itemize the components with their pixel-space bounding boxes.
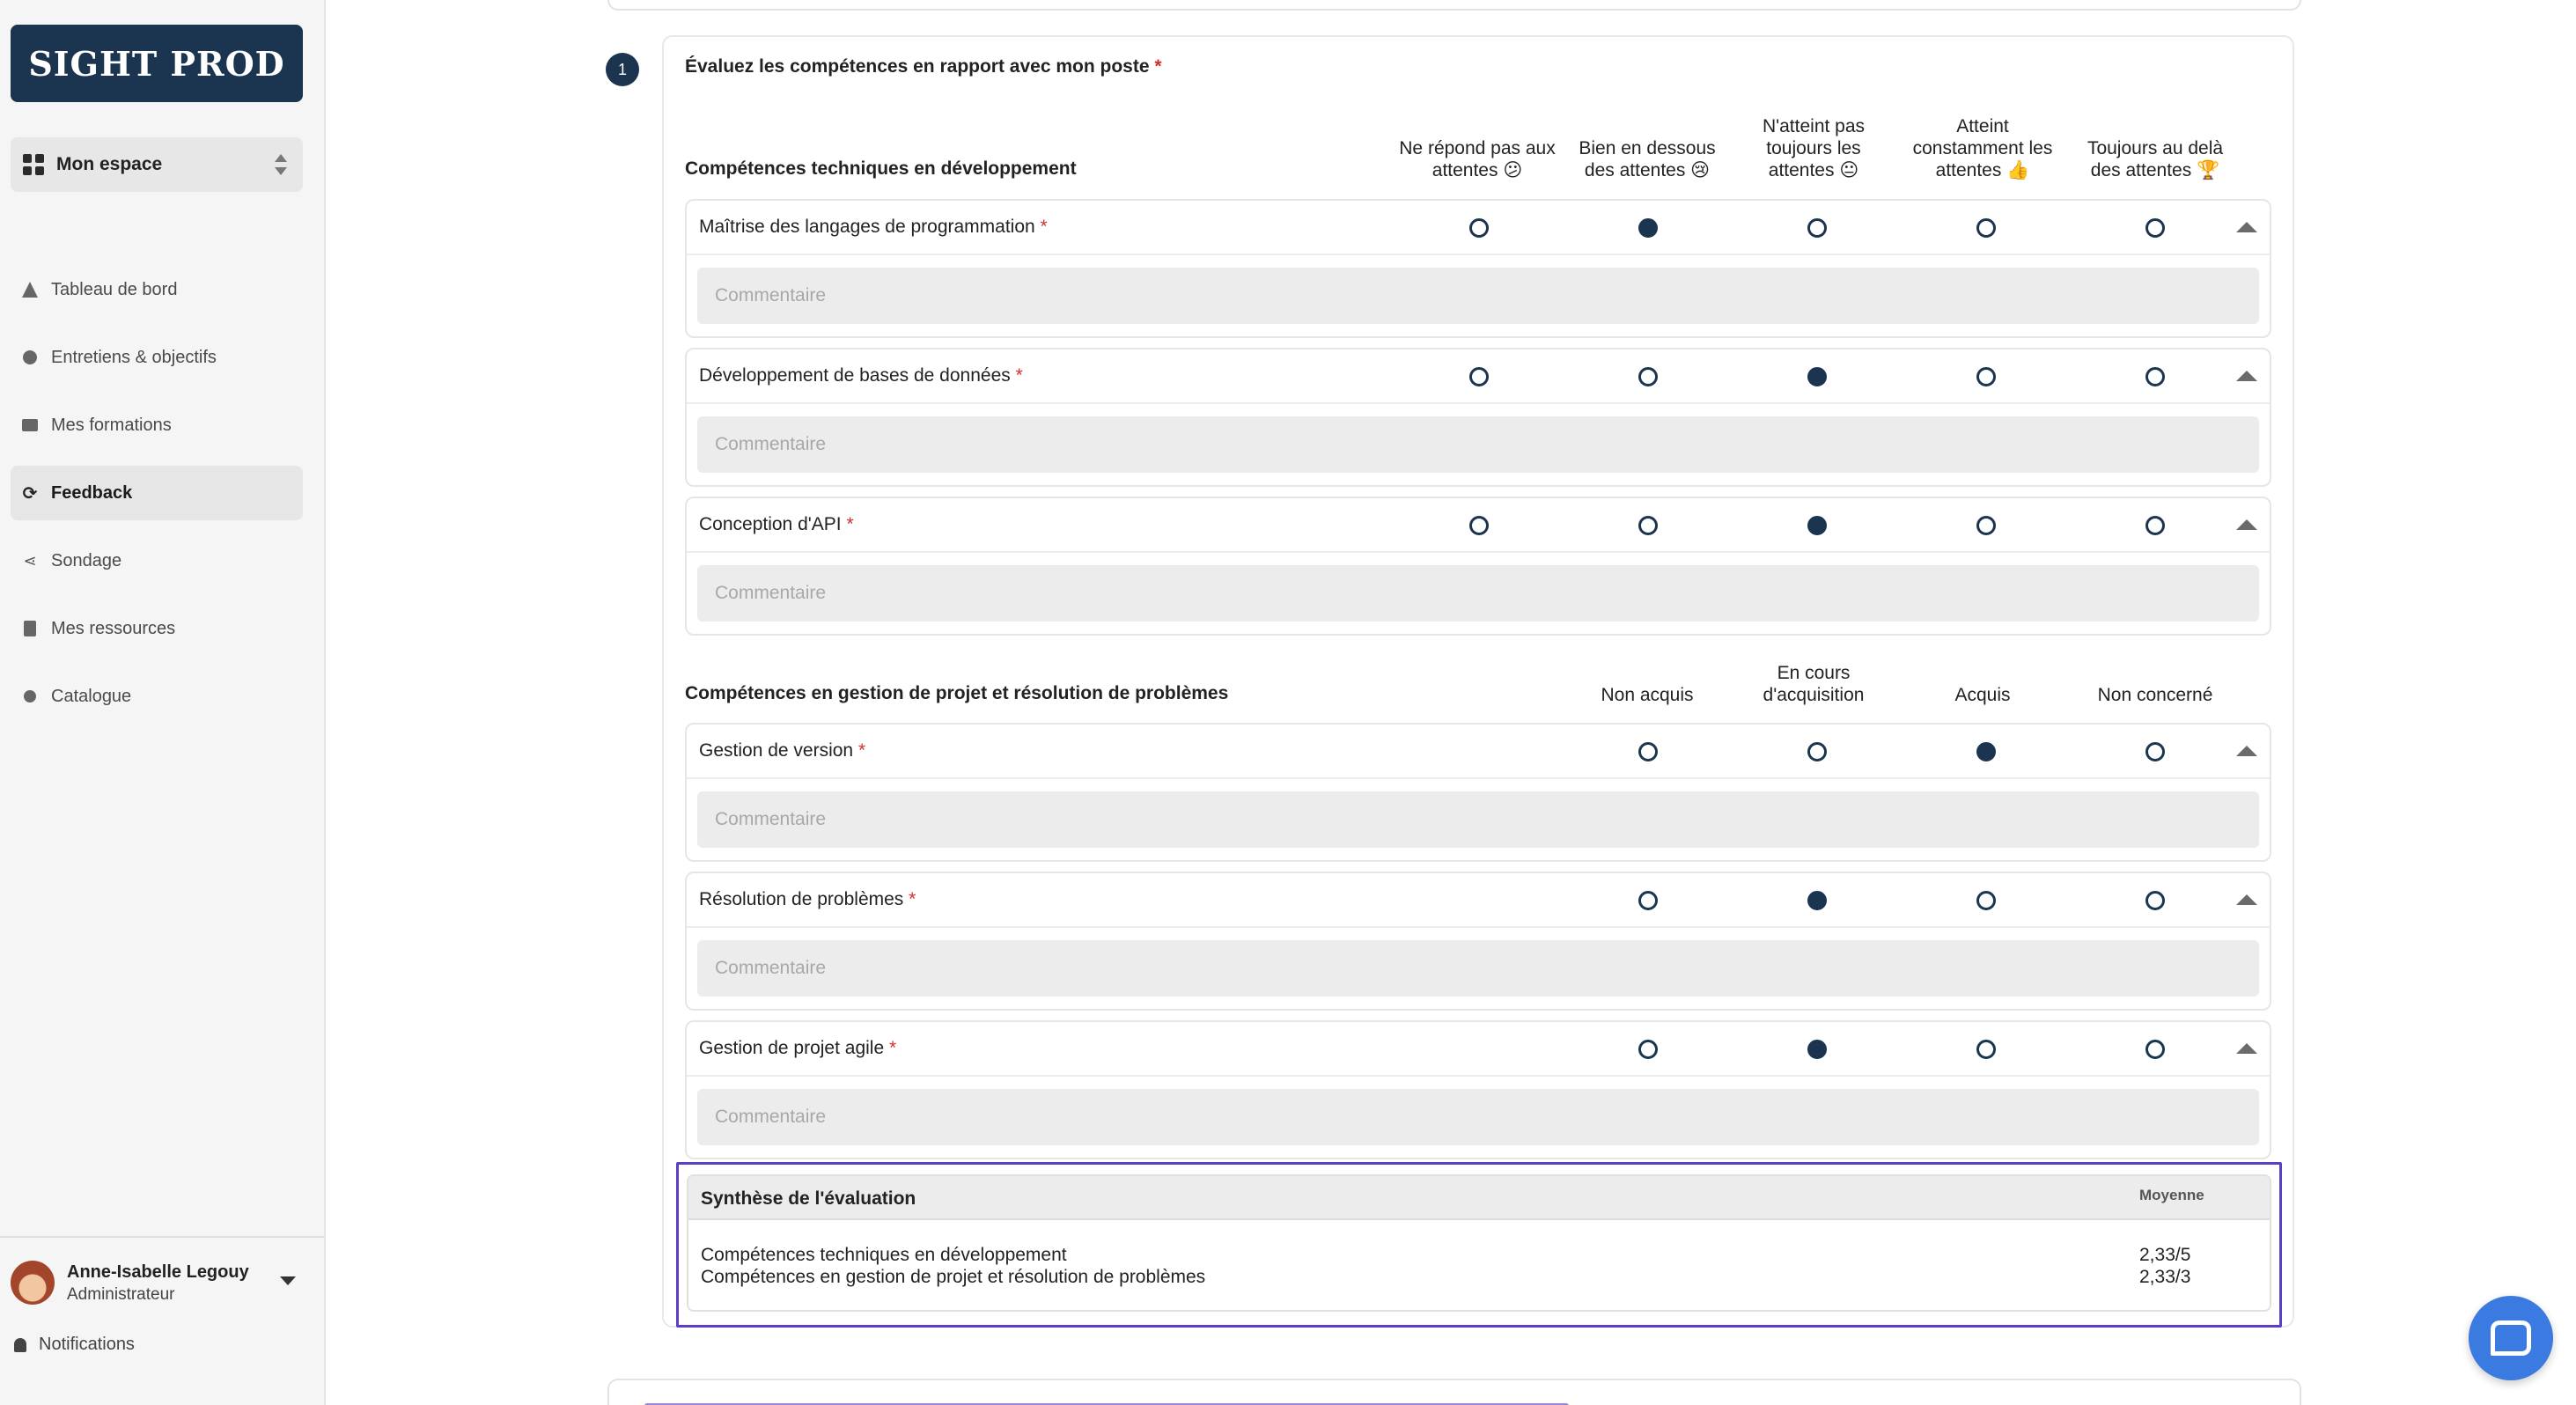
grid-icon	[23, 154, 44, 175]
rating-radio-selected[interactable]	[1807, 516, 1827, 535]
notifications-label: Notifications	[39, 1335, 135, 1354]
summary-row-label: Compétences en gestion de projet et résolution de problèmes	[701, 1267, 1206, 1287]
graduation-icon	[21, 416, 39, 434]
rating-radio[interactable]	[2145, 367, 2165, 386]
criterion-card	[685, 1020, 2271, 1159]
rating-radio-selected[interactable]	[1807, 367, 1827, 386]
column-header: Bien en dessous des attentes 😢	[1579, 138, 1716, 180]
rating-radio[interactable]	[1638, 742, 1658, 761]
column-header: N'atteint pas toujours les attentes 😐	[1762, 116, 1866, 180]
criterion-label: Maîtrise des langages de programmation *	[699, 217, 1048, 237]
chat-icon	[2491, 1320, 2531, 1356]
summary-row-label: Compétences techniques en développement	[701, 1245, 1067, 1265]
column-header: Acquis	[1954, 685, 2011, 705]
sidebar-item-label: Feedback	[51, 482, 133, 503]
column-header: En cours d'acquisition	[1763, 663, 1865, 705]
criterion-card	[685, 199, 2271, 338]
sidebar-item-label: Sondage	[51, 550, 122, 570]
collapse-icon[interactable]	[2236, 519, 2257, 530]
rating-radio[interactable]	[1807, 742, 1827, 761]
section-title-technique: Compétences techniques en développement	[685, 158, 1077, 179]
bell-icon	[14, 1338, 26, 1352]
main-content	[326, 0, 2576, 1405]
column-header: Atteint constamment les attentes 👍	[1912, 116, 2053, 180]
rating-radio[interactable]	[1976, 218, 1996, 238]
sidebar-item-label: Tableau de bord	[51, 279, 178, 299]
next-card-edge	[607, 1379, 2301, 1405]
comment-input[interactable]: Commentaire	[697, 268, 2259, 324]
sidebar-item-catalogue[interactable]	[11, 669, 303, 724]
caret-down-icon[interactable]	[280, 1276, 296, 1285]
share-icon: ⋖	[23, 551, 37, 570]
column-header: Toujours au delà des attentes 🏆	[2087, 138, 2224, 180]
criterion-label: Résolution de problèmes *	[699, 889, 916, 909]
question-title	[685, 56, 1162, 77]
question-title-text: Évaluez les compétences en rapport avec mon poste	[685, 56, 1150, 77]
criterion-header	[687, 349, 2270, 404]
comment-input[interactable]: Commentaire	[697, 416, 2259, 473]
summary-card	[687, 1174, 2271, 1312]
sidebar-item-label: Catalogue	[51, 686, 132, 706]
rating-radio[interactable]	[2145, 516, 2165, 535]
search-icon	[21, 688, 39, 705]
criterion-card	[685, 723, 2271, 862]
summary-average-label: Moyenne	[2139, 1187, 2204, 1203]
rating-radio[interactable]	[1638, 891, 1658, 910]
rating-radio[interactable]	[1638, 1040, 1658, 1059]
summary-header	[688, 1176, 2270, 1220]
space-selector[interactable]	[11, 137, 303, 192]
rating-radio[interactable]	[1976, 367, 1996, 386]
sidebar-item-ressources[interactable]	[11, 601, 303, 656]
column-header: Non acquis	[1601, 685, 1694, 705]
question-number-badge: 1	[606, 53, 639, 86]
avatar	[11, 1261, 55, 1305]
collapse-icon[interactable]	[2236, 746, 2257, 756]
sidebar-item-entretiens[interactable]	[11, 330, 303, 385]
summary-row-value: 2,33/3	[2139, 1267, 2191, 1287]
rating-radio[interactable]	[1976, 1040, 1996, 1059]
previous-card-edge	[607, 0, 2301, 11]
criterion-card	[685, 348, 2271, 487]
rating-radio-selected[interactable]	[1976, 742, 1996, 761]
rating-radio[interactable]	[1638, 367, 1658, 386]
required-mark: *	[1154, 56, 1162, 77]
criterion-card	[685, 497, 2271, 636]
notifications-link[interactable]	[14, 1335, 135, 1355]
chat-dots-icon	[21, 349, 39, 366]
rating-radio[interactable]	[1469, 516, 1489, 535]
rating-radio[interactable]	[1469, 218, 1489, 238]
rating-radio[interactable]	[2145, 218, 2165, 238]
rating-radio-selected[interactable]	[1807, 1040, 1827, 1059]
refresh-icon: ⟳	[22, 483, 38, 504]
rating-radio[interactable]	[1469, 367, 1489, 386]
space-selector-label: Mon espace	[56, 154, 163, 174]
criterion-label: Gestion de version *	[699, 740, 866, 761]
home-icon	[21, 281, 39, 298]
collapse-icon[interactable]	[2236, 1043, 2257, 1054]
criterion-label: Développement de bases de données *	[699, 365, 1023, 386]
column-header: Non concerné	[2097, 685, 2213, 705]
comment-input[interactable]: Commentaire	[697, 791, 2259, 848]
criterion-header	[687, 498, 2270, 553]
app-logo[interactable]: SIGHT PROD	[11, 25, 303, 102]
column-header: Ne répond pas aux attentes 😕	[1399, 138, 1556, 180]
sidebar-item-feedback[interactable]	[11, 466, 303, 520]
rating-radio[interactable]	[1976, 516, 1996, 535]
comment-input[interactable]: Commentaire	[697, 565, 2259, 622]
sidebar	[0, 0, 326, 1405]
criterion-header	[687, 725, 2270, 779]
comment-input[interactable]: Commentaire	[697, 940, 2259, 997]
sidebar-item-label: Entretiens & objectifs	[51, 347, 217, 367]
rating-radio[interactable]	[1638, 516, 1658, 535]
rating-radio-selected[interactable]	[1638, 218, 1658, 238]
main-nav	[11, 262, 303, 737]
file-icon	[21, 620, 39, 637]
sidebar-item-formations[interactable]	[11, 398, 303, 452]
criterion-header	[687, 873, 2270, 928]
sidebar-item-sondage[interactable]	[11, 533, 303, 588]
criterion-label: Gestion de projet agile *	[699, 1038, 897, 1058]
rating-radio[interactable]	[1807, 218, 1827, 238]
rating-radio[interactable]	[2145, 1040, 2165, 1059]
rating-radio[interactable]	[2145, 742, 2165, 761]
chat-support-button[interactable]	[2469, 1296, 2553, 1380]
collapse-icon[interactable]	[2236, 222, 2257, 232]
chevron-updown-icon	[275, 154, 287, 175]
criterion-card	[685, 872, 2271, 1011]
user-role: Administrateur	[67, 1285, 175, 1304]
rating-radio[interactable]	[2145, 891, 2165, 910]
comment-input[interactable]: Commentaire	[697, 1089, 2259, 1145]
summary-row-value: 2,33/5	[2139, 1245, 2191, 1265]
user-name: Anne-Isabelle Legouy	[67, 1262, 249, 1282]
sidebar-item-label: Mes formations	[51, 415, 172, 435]
criterion-header	[687, 201, 2270, 255]
user-menu[interactable]	[0, 1236, 324, 1324]
collapse-icon[interactable]	[2236, 894, 2257, 905]
summary-title: Synthèse de l'évaluation	[701, 1188, 916, 1209]
sidebar-item-tableau-de-bord[interactable]	[11, 262, 303, 317]
rating-radio[interactable]	[1976, 891, 1996, 910]
criterion-label: Conception d'API *	[699, 514, 854, 534]
rating-radio-selected[interactable]	[1807, 891, 1827, 910]
section-title-gestion: Compétences en gestion de projet et résolution de problèmes	[685, 683, 1229, 703]
collapse-icon[interactable]	[2236, 371, 2257, 381]
criterion-header	[687, 1022, 2270, 1077]
sidebar-item-label: Mes ressources	[51, 618, 176, 638]
